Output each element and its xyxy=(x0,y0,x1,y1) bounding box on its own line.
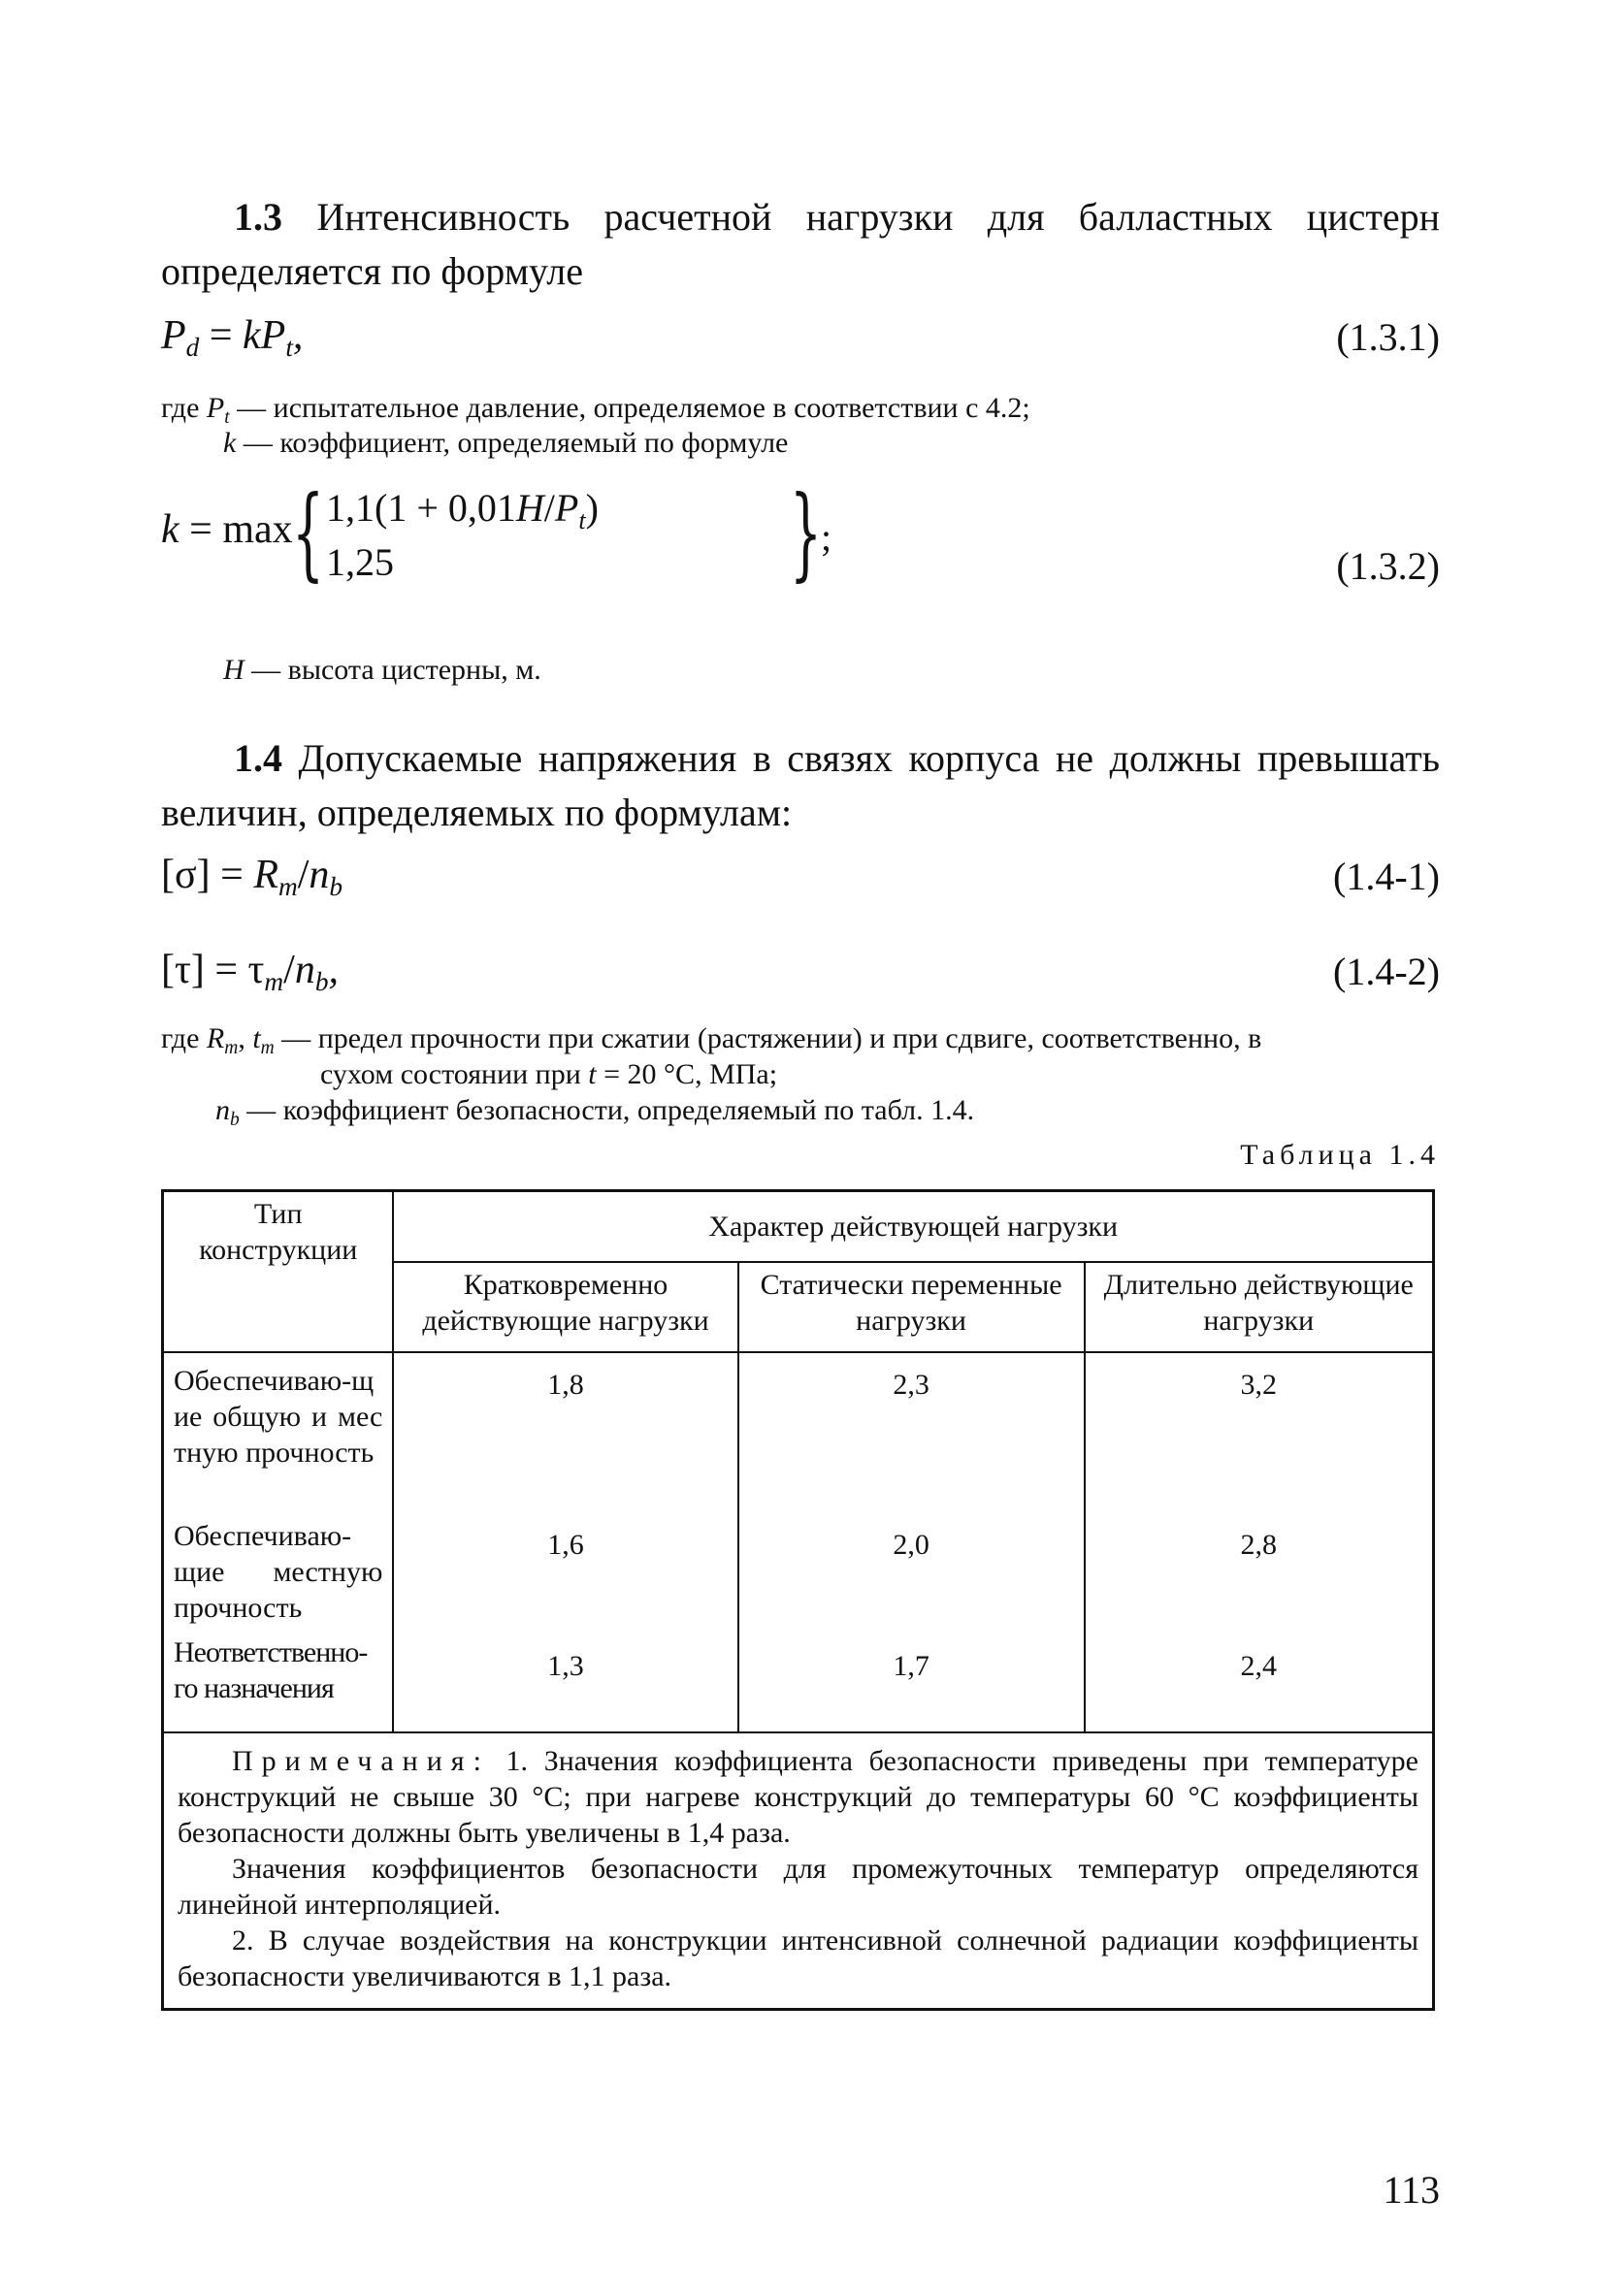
safety-factor-table xyxy=(161,1189,1435,2011)
header-long-term: Длительно действующие нагрузки xyxy=(1085,1262,1434,1352)
header-static-variable: Статически переменные нагрузки xyxy=(738,1262,1085,1352)
formula-1-3-2-number: (1.3.2) xyxy=(1336,544,1440,588)
cell-r1-c1: 1,8 xyxy=(393,1352,737,1523)
section-1-3-paragraph xyxy=(161,190,1440,299)
cell-r3-c3: 2,4 xyxy=(1085,1644,1434,1732)
formula-1-4-2: $[\tau] = \tau_m/n_b$, xyxy=(161,948,339,997)
left-brace: { xyxy=(292,473,325,592)
formula-1-4-1: $[\sigma] = R_m/n_b$ xyxy=(161,853,343,902)
header-short-term: Кратковременно действующие нагрузки xyxy=(393,1262,737,1352)
section-1-3-number: 1.3 xyxy=(234,195,282,239)
row-name-3: Неответственно-го назначения xyxy=(174,1636,368,1704)
section-1-4-number: 1.4 xyxy=(234,736,282,780)
cell-r3-c2: 1,7 xyxy=(738,1644,1085,1732)
cell-r3-c1: 1,3 xyxy=(393,1644,737,1732)
cell-r2-c2: 2,0 xyxy=(738,1523,1085,1645)
table-notes xyxy=(163,1732,1434,2010)
where-rm-tm: где $R_m$, $t_m$ — предел прочности при сжатии (растяжении) и при сдвиге, соответственно, в xyxy=(161,1022,1262,1058)
cell-r2-c1: 1,6 xyxy=(393,1523,737,1645)
section-1-3-text: Интенсивность расчетной нагрузки для балластных цистерн определяется по формуле xyxy=(161,195,1440,293)
row-name-2: Обеспечиваю-щие местную прочность xyxy=(174,1520,383,1624)
formula-1-4-1-number: (1.4-1) xyxy=(1333,855,1440,898)
where-pt: где $P_t$ — испытательное давление, определяемое в соответствии с 4.2; xyxy=(161,392,1030,428)
note-2: 2. В случае воздействия на конструкции интенсивной солнечной радиации коэффициенты безопасности увеличиваются в 1,1 раза. xyxy=(178,1924,1418,1992)
cell-r1-c2: 2,3 xyxy=(738,1352,1085,1523)
section-1-4-text: Допускаемые напряжения в связях корпуса не должны превышать величин, определяемых по формулам: xyxy=(161,736,1440,834)
right-brace: } xyxy=(790,473,823,592)
header-construction-type: Тип конструкции xyxy=(163,1191,394,1353)
section-1-4-paragraph xyxy=(161,731,1440,840)
header-load-character: Характер действующей нагрузки xyxy=(393,1191,1433,1262)
formula-1-3-1-number: (1.3.1) xyxy=(1336,315,1440,359)
page-number: 113 xyxy=(1383,2168,1440,2212)
note-1b: Значения коэффициентов безопасности для промежуточных температур определяются линейной интерполяцией. xyxy=(178,1853,1418,1921)
formula-1-3-1: $P_d = kP_t$, xyxy=(161,313,304,363)
row-names-cell xyxy=(163,1352,394,1732)
cell-r1-c3: 3,2 xyxy=(1085,1352,1434,1523)
formula-1-4-2-number: (1.4-2) xyxy=(1333,950,1440,993)
table-row xyxy=(163,1352,1434,1523)
where-rm-tm-line2: сухом состоянии при t = 20 °С, МПа; xyxy=(320,1058,778,1090)
where-nb: $n_b$ — коэффициент безопасности, определяемый по табл. 1.4. xyxy=(215,1094,975,1130)
table-notes-row xyxy=(163,1732,1434,2010)
where-k: k — коэффициент, определяемый по формуле xyxy=(223,427,789,459)
formula-1-3-2: k = max { $1,1(1 + 0,01H/P_t)$ 1,25 } ; xyxy=(161,473,832,592)
where-h: H — высота цистерны, м. xyxy=(223,654,541,686)
cell-r2-c3: 2,8 xyxy=(1085,1523,1434,1645)
table-header-row-1 xyxy=(163,1191,1434,1262)
notes-label: Примечания: xyxy=(232,1745,490,1777)
row-name-1: Обеспечиваю-щие общую и местную прочность xyxy=(174,1365,383,1469)
note-1: Примечания: 1. Значения коэффициента безопасности приведены при температуре конструкций не свыше 30 °С; при нагреве конструкций до температуры 60 °С коэффициенты безопасности должны быть увеличены в 1,4 раза. xyxy=(178,1745,1418,1849)
table-title: Таблица 1.4 xyxy=(1240,1139,1440,1171)
